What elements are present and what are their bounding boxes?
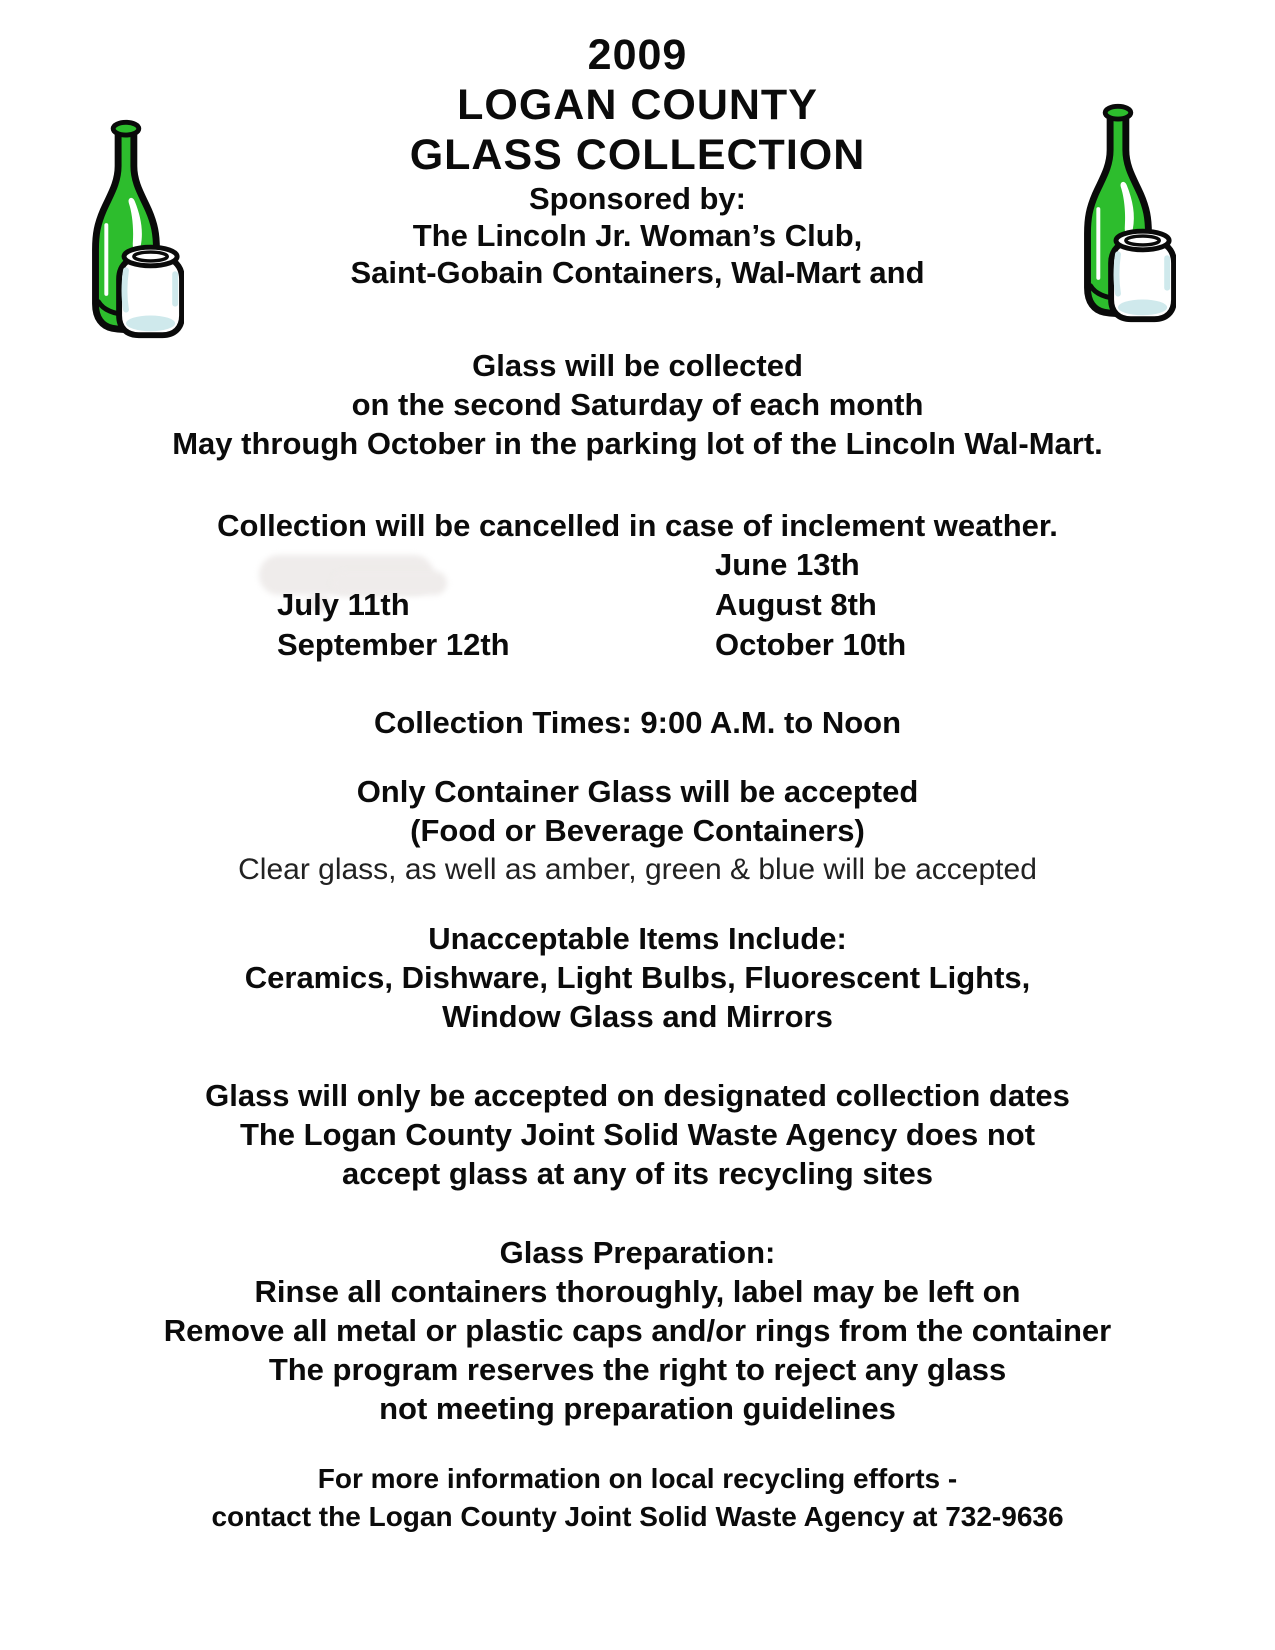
preparation-line-1: Rinse all containers thoroughly, label may be left on	[254, 1274, 1021, 1309]
footer-line-2: contact the Logan County Joint Solid Waste Agency at 732-9636	[211, 1501, 1064, 1532]
designated-line-2: The Logan County Joint Solid Waste Agency does not	[239, 1117, 1036, 1152]
accepted-line-3: Clear glass, as well as amber, green & blue will be accepted	[238, 853, 1037, 886]
accepted-glass-section	[0, 772, 1275, 889]
collection-date: June 13th	[715, 547, 860, 582]
intro-line-3: May through October in the parking lot of the Lincoln Wal-Mart.	[172, 426, 1103, 461]
cancellation-section	[0, 506, 1275, 545]
unacceptable-line-2: Window Glass and Mirrors	[442, 999, 833, 1034]
collection-intro	[0, 346, 1275, 463]
erased-date-cell	[277, 545, 715, 585]
collection-dates-list	[277, 545, 1275, 665]
title-county: LOGAN COUNTY	[457, 81, 818, 129]
intro-line-1: Glass will be collected	[472, 348, 803, 383]
title-year: 2009	[587, 31, 688, 79]
designated-line-3: accept glass at any of its recycling sites	[342, 1156, 933, 1191]
preparation-line-3: The program reserves the right to reject any glass	[268, 1352, 1007, 1387]
preparation-heading: Glass Preparation:	[499, 1235, 776, 1270]
intro-line-2: on the second Saturday of each month	[351, 387, 924, 422]
unacceptable-heading: Unacceptable Items Include:	[428, 921, 847, 956]
collection-date: October 10th	[715, 627, 907, 662]
flyer-header	[0, 0, 1275, 291]
designated-dates-section	[0, 1076, 1275, 1193]
sponsor-line-2: Saint-Gobain Containers, Wal-Mart and	[350, 255, 925, 290]
preparation-line-2: Remove all metal or plastic caps and/or rings from the container	[163, 1313, 1112, 1348]
contact-footer	[0, 1460, 1275, 1536]
unacceptable-line-1: Ceramics, Dishware, Light Bulbs, Fluorescent Lights,	[244, 960, 1031, 995]
collection-times: Collection Times: 9:00 A.M. to Noon	[373, 705, 902, 740]
designated-line-1: Glass will only be accepted on designated collection dates	[205, 1078, 1070, 1113]
unacceptable-items-section	[0, 919, 1275, 1036]
accepted-line-2: (Food or Beverage Containers)	[410, 813, 865, 848]
collection-date: August 8th	[715, 587, 877, 622]
footer-line-1: For more information on local recycling efforts -	[317, 1463, 958, 1494]
cancellation-notice: Collection will be cancelled in case of inclement weather.	[217, 508, 1058, 543]
sponsored-by-label: Sponsored by:	[528, 181, 746, 216]
sponsor-line-1: The Lincoln Jr. Woman’s Club,	[412, 218, 863, 253]
collection-date: July 11th	[277, 587, 410, 622]
glass-preparation-section	[0, 1233, 1275, 1428]
collection-times-section	[0, 703, 1275, 742]
title-event: GLASS COLLECTION	[409, 131, 866, 179]
collection-date: September 12th	[277, 627, 510, 662]
preparation-line-4: not meeting preparation guidelines	[379, 1391, 896, 1426]
accepted-line-1: Only Container Glass will be accepted	[356, 774, 919, 809]
